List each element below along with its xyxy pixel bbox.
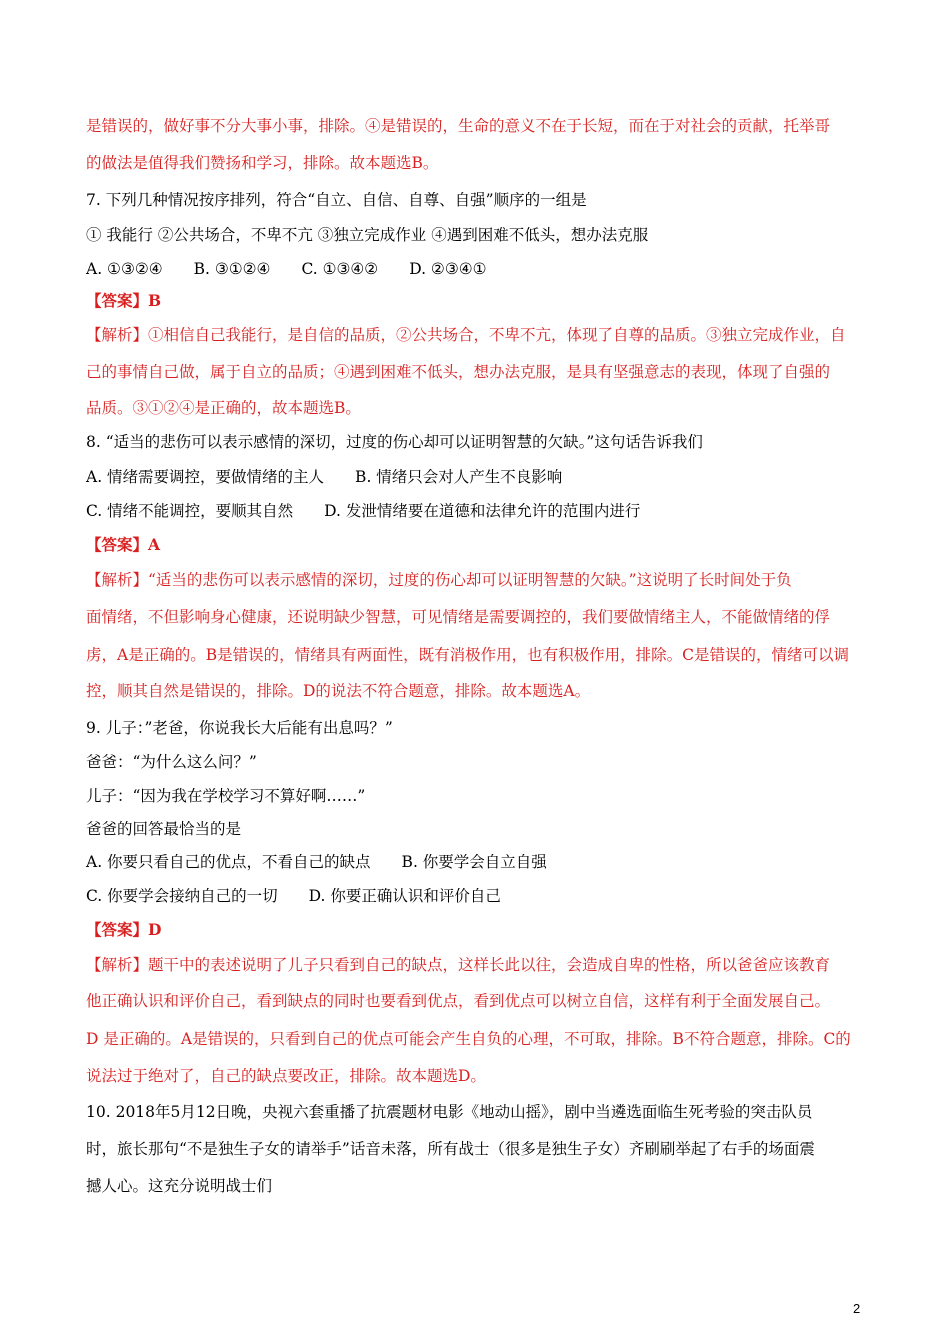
question-8-stem: 8. “适当的悲伤可以表示感情的深切，过度的伤心却可以证明智慧的欠缺。”这句话告诉我们 [86, 433, 703, 451]
analysis-line: 【解析】“适当的悲伤可以表示感情的深切，过度的伤心却可以证明智慧的欠缺。”这说明了长时间处于负 [86, 571, 792, 589]
answer-label: 【答案】D [86, 920, 162, 939]
question-9-prompt: 爸爸的回答最恰当的是 [86, 820, 242, 838]
analysis-line: 的做法是值得我们赞扬和学习，排除。故本题选B。 [86, 154, 439, 172]
question-7-items: ① 我能行 ②公共场合，不卑不亢 ③独立完成作业 ④遇到困难不低头，想办法克服 [86, 226, 649, 244]
question-9-stem: 9. 儿子：”老爸，你说我长大后能有出息吗？” [86, 719, 393, 737]
question-7-stem: 7. 下列几种情况按序排列，符合“自立、自信、自尊、自强”顺序的一组是 [86, 191, 587, 209]
analysis-line: 【解析】①相信自己我能行，是自信的品质，②公共场合，不卑不亢，体现了自尊的品质。③独立完成作业，自 [86, 326, 846, 344]
analysis-line: 是错误的，做好事不分大事小事，排除。④是错误的，生命的意义不在于长短，而在于对社会的贡献，托举哥 [86, 117, 831, 135]
analysis-line: D 是正确的。A是错误的，只看到自己的优点可能会产生自负的心理，不可取，排除。B不符合题意，排除。C的 [86, 1030, 851, 1048]
question-9-dialog: 儿子：“因为我在学校学习不算好啊……” [86, 787, 366, 805]
analysis-line: 面情绪，不但影响身心健康，还说明缺少智慧，可见情绪是需要调控的，我们要做情绪主人，不能做情绪的俘 [86, 608, 831, 626]
question-9-options-cd: C. 你要学会接纳自己的一切 D. 你要正确认识和评价自己 [86, 887, 501, 905]
question-10-stem: 时，旅长那句“不是独生子女的请举手”话音未落，所有战士（很多是独生子女）齐刷刷举起了右手的场面震 [86, 1140, 815, 1158]
question-8-options-cd: C. 情绪不能调控，要顺其自然 D. 发泄情绪要在道德和法律允许的范围内进行 [86, 502, 641, 520]
analysis-line: 品质。③①②④是正确的，故本题选B。 [86, 399, 361, 417]
answer-label: 【答案】B [86, 291, 162, 310]
answer-label: 【答案】A [86, 535, 161, 554]
analysis-line: 说法过于绝对了，自己的缺点要改正，排除。故本题选D。 [86, 1067, 486, 1085]
analysis-line: 他正确认识和评价自己，看到缺点的同时也要看到优点，看到优点可以树立自信，这样有利于全面发展自己。 [86, 992, 831, 1010]
question-10-stem: 10. 2018年5月12日晚，央视六套重播了抗震题材电影《地动山摇》，剧中当遴选面临生死考验的突击队员 [86, 1103, 813, 1121]
analysis-line: 控，顺其自然是错误的，排除。D的说法不符合题意，排除。故本题选A。 [86, 682, 591, 700]
question-10-stem: 撼人心。这充分说明战士们 [86, 1177, 273, 1195]
question-9-options-ab: A. 你要只看自己的优点，不看自己的缺点 B. 你要学会自立自强 [86, 853, 547, 871]
analysis-line: 己的事情自己做，属于自立的品质；④遇到困难不低头，想办法克服，是具有坚强意志的表现，体现了自强的 [86, 363, 831, 381]
question-9-dialog: 爸爸：“为什么这么问？” [86, 753, 257, 771]
analysis-line: 虏，A是正确的。B是错误的，情绪具有两面性，既有消极作用，也有积极作用，排除。C是错误的，情绪可以调 [86, 646, 849, 664]
analysis-line: 【解析】题干中的表述说明了儿子只看到自己的缺点，这样长此以往，会造成自卑的性格，所以爸爸应该教育 [86, 956, 831, 974]
question-7-options: A. ①③②④ B. ③①②④ C. ①③④② D. ②③④① [86, 260, 487, 278]
page-number: 2 [853, 1301, 861, 1316]
question-8-options-ab: A. 情绪需要调控，要做情绪的主人 B. 情绪只会对人产生不良影响 [86, 468, 563, 486]
